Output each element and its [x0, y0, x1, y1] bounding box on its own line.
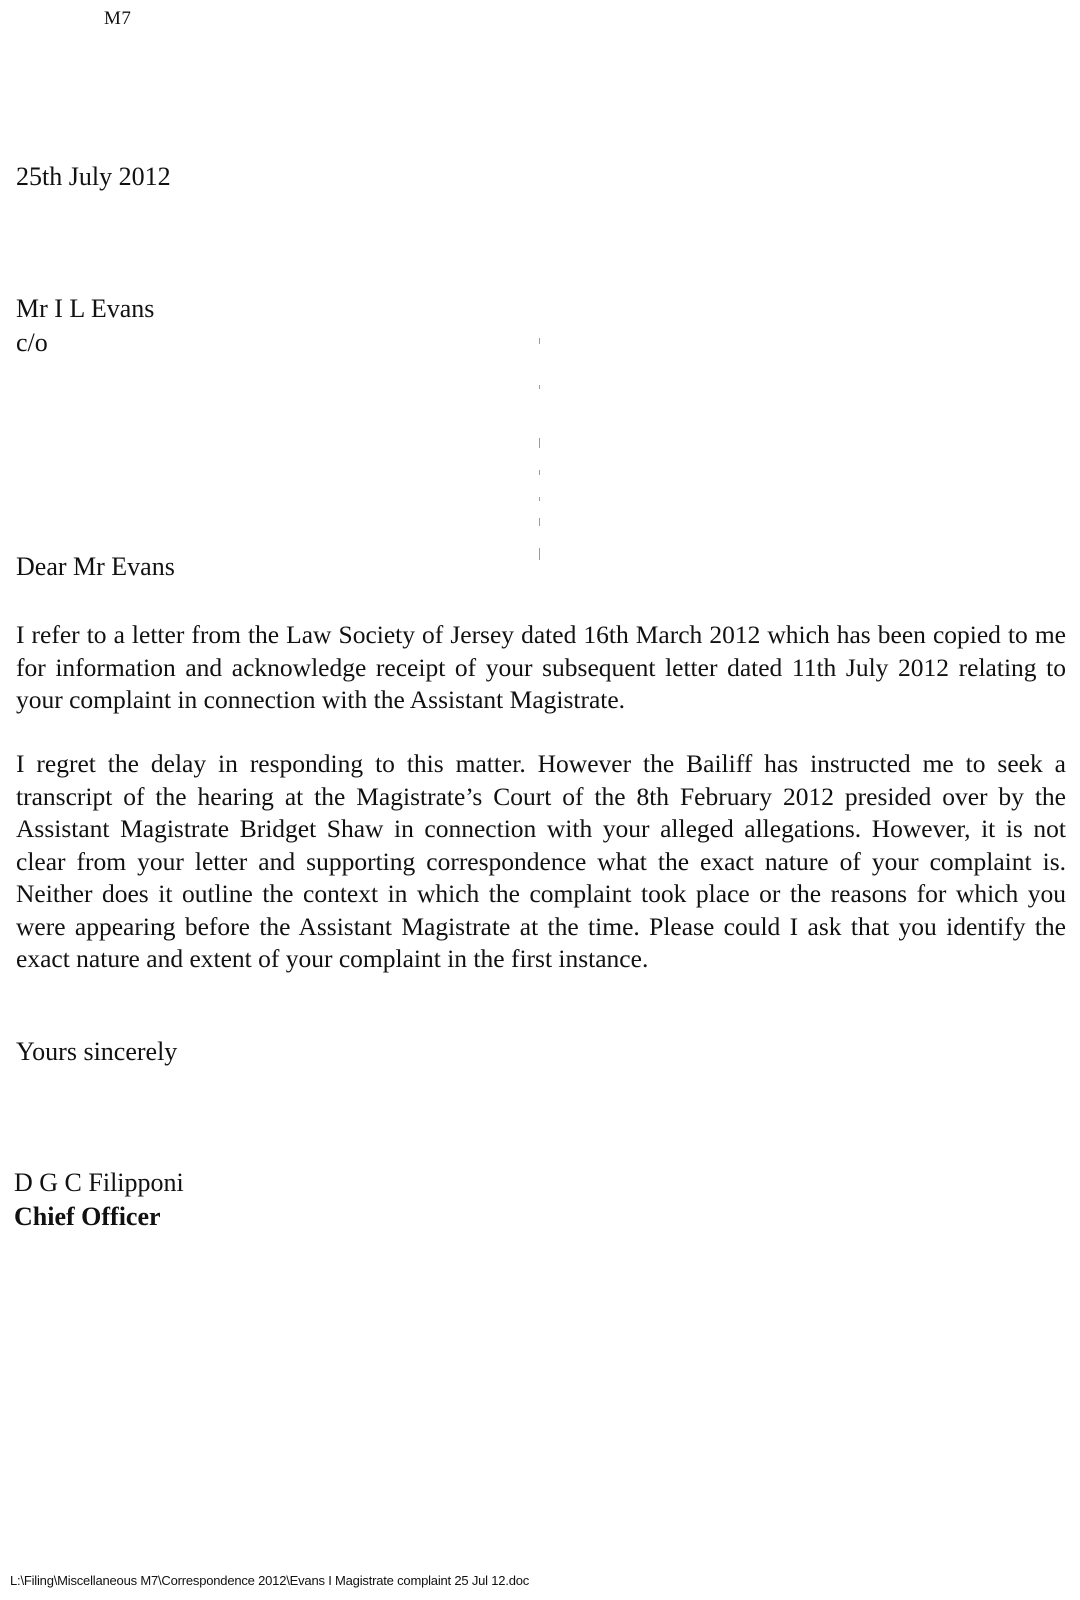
body-paragraph-1: I refer to a letter from the Law Society of Jersey dated 16th March 2012 which has been copied to me for information and acknowledge receipt of your subsequent letter dated 11th July 2012 relating to your complaint in connection with the Assistant Magistrate.: [16, 620, 1066, 714]
scan-speck: [539, 438, 540, 448]
scan-speck: [539, 385, 540, 389]
scan-speck: [539, 470, 540, 475]
scan-speck: [539, 518, 540, 526]
scan-speck: [539, 497, 540, 501]
document-reference: M7: [104, 8, 132, 29]
salutation: Dear Mr Evans: [16, 552, 175, 581]
closing: Yours sincerely: [16, 1037, 178, 1066]
body-paragraph-2: I regret the delay in responding to this matter. However the Bailiff has instructed me to seek a transcript of the hearing at the Magistrate’s Court of the 8th February 2012 presided over by the Assistant Magistrate Bridget Shaw in connection with your alleged allegations. However, it is not clear from your letter and supporting correspondence what the exact nature of your complaint is. Neither does it outline the context in which the complaint took place or the reasons for which you were appearing before the Assistant Magistrate at the time. Please could I ask that you identify the exact nature and extent of your complaint in the first instance.: [16, 749, 1066, 973]
recipient-name: Mr I L Evans: [16, 294, 155, 323]
file-path-footer: L:\Filing\Miscellaneous M7\Correspondence 2012\Evans I Magistrate complaint 25 Jul 12.doc: [10, 1573, 530, 1588]
recipient-care-of: c/o: [16, 328, 48, 357]
signatory-name: D G C Filipponi: [14, 1168, 184, 1197]
signature-block: [14, 1166, 184, 1234]
signatory-title: Chief Officer: [14, 1202, 161, 1231]
recipient-address: [16, 292, 154, 360]
scan-speck: [539, 338, 540, 344]
letter-date: 25th July 2012: [16, 162, 171, 191]
scan-speck: [539, 548, 540, 560]
